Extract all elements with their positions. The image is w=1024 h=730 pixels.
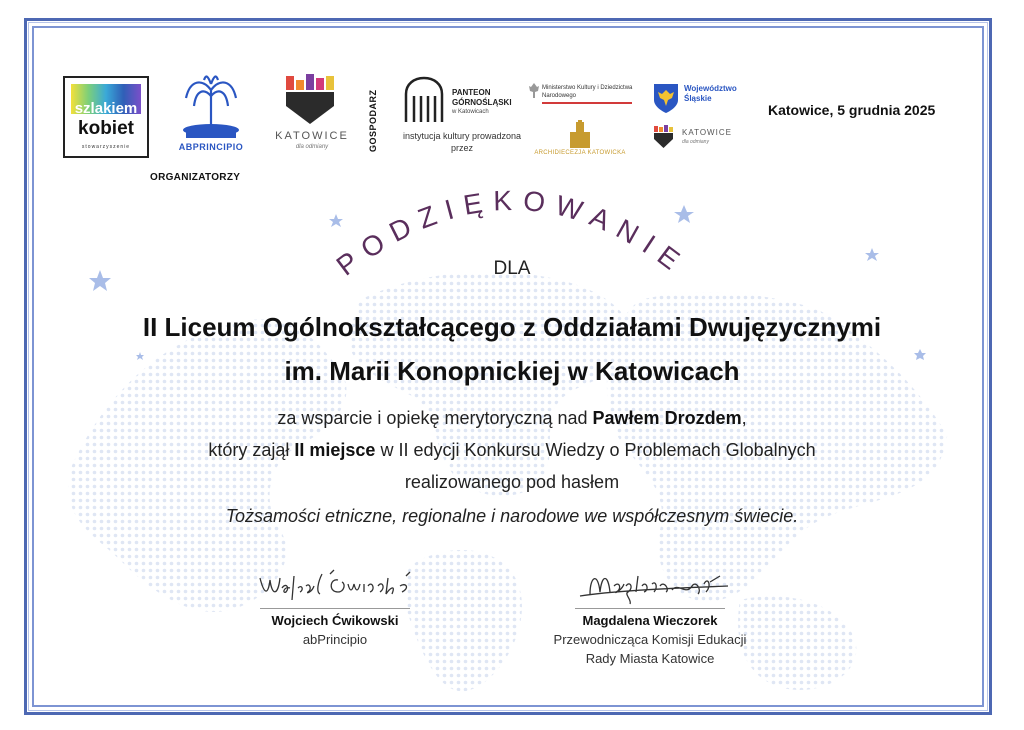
signer-role-right-2: Rady Miasta Katowice [585,651,715,666]
recipient-line-2: im. Marii Konopnickiej w Katowicach [284,356,740,386]
archidiecezja-logo: ARCHIDIECEZJA KATOWICKA [530,120,630,160]
body-line-1: za wsparcie i opiekę merytoryczną nad Pawłem Drozdem, [277,408,747,428]
certificate-date: Katowice, 5 grudnia 2025 [768,102,936,118]
recipient-line-1: II Liceum Ogólnokształcącego z Oddziałami Dwujęzycznymi [142,312,882,342]
szlakiem-kobiet-logo: szlakiem kobiet stowarzyszenie [63,76,149,158]
for-label: DLA [493,258,531,279]
abprincipio-logo: ABPRINCIPIO [172,70,250,156]
signer-name-right: Magdalena Wieczorek [582,613,718,628]
handwritten-signature-right [560,566,740,606]
panteon-logo: PANTEON GÓRNOŚLĄSKI w Katowicach instytucja kultury prowadzona przez [402,76,532,158]
signer-role-left: abPrincipio [302,632,368,647]
competition-motto: Tożsamości etniczne, regionalne i narodowe we współczesnym świecie. [225,506,799,526]
signer-role-right-1: Przewodnicząca Komisji Edukacji [553,632,747,647]
signature-left [230,566,440,647]
body-line-2: który zajął II miejsce w II edycji Konkursu Wiedzy o Problemach Globalnych [208,440,816,460]
signer-name-left: Wojciech Ćwikowski [271,613,399,628]
signature-right [520,566,780,666]
body-line-3: realizowanego pod hasłem [404,472,620,492]
ministry-logo: Ministerstwo Kultury i Dziedzictwa Narodowego [528,82,638,110]
wojewodztwo-logo: Województwo Śląskie [652,82,762,114]
svg-text:PODZIĘKOWANIE: PODZIĘKOWANIE [330,184,694,282]
katowice-small-logo: KATOWICE dla odmiany [652,124,752,154]
katowice-logo: KATOWICE dla odmiany [270,72,354,158]
organizers-label: ORGANIZATORZY [150,172,241,183]
host-label: GOSPODARZ [368,89,378,152]
handwritten-signature-left [250,566,420,606]
